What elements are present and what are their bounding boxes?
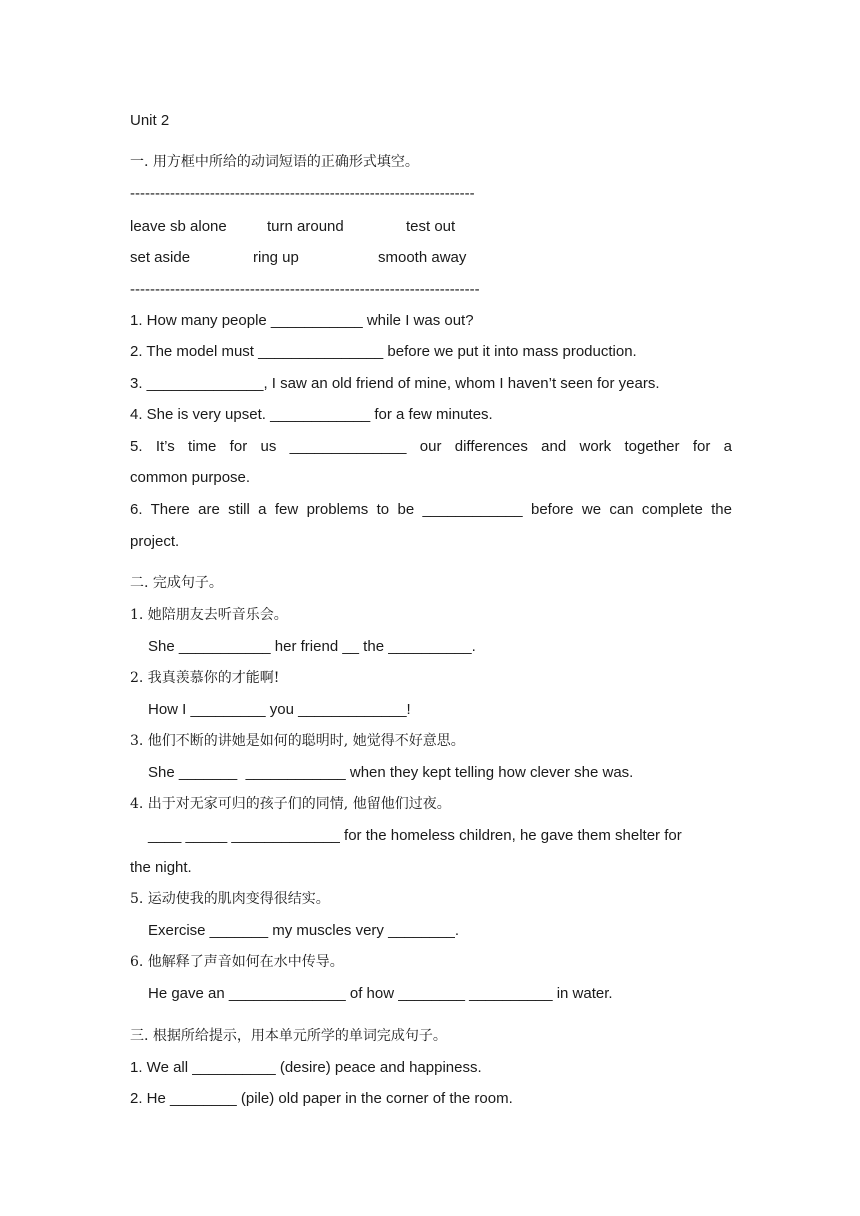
section2-heading: 二. 完成句子。	[130, 575, 223, 591]
translation-answer: How I _________ you _____________!	[148, 701, 411, 718]
exercise-item: 1. How many people ___________ while I was out?	[130, 312, 474, 329]
phrase-item: ring up	[253, 249, 299, 266]
translation-answer: She ___________ her friend __ the __________.	[148, 638, 476, 655]
translation-answer: Exercise _______ my muscles very ________.	[148, 922, 460, 939]
translation-prompt: 3. 他们不断的讲她是如何的聪明时, 她觉得不好意思。	[130, 733, 465, 749]
exercise-item-continued: project.	[130, 533, 180, 550]
phrase-item: set aside	[130, 249, 191, 266]
translation-prompt: 4. 出于对无家可归的孩子们的同情, 他留他们过夜。	[130, 796, 451, 812]
phrase-item: turn around	[267, 218, 344, 235]
exercise-item: 3. ______________, I saw an old friend of mine, whom I haven’t seen for years.	[130, 375, 660, 392]
divider-bottom: ----------------------------------------------------------------------	[130, 281, 480, 298]
translation-prompt: 1. 她陪朋友去听音乐会。	[130, 607, 288, 623]
phrase-item: test out	[406, 218, 456, 235]
translation-answer-continued: the night.	[130, 859, 192, 876]
word-form-item: 2. He ________ (pile) old paper in the corner of the room.	[130, 1090, 513, 1107]
unit-title: Unit 2	[130, 112, 170, 129]
translation-prompt: 2. 我真羡慕你的才能啊!	[130, 670, 280, 686]
section1-heading: 一. 用方框中所给的动词短语的正确形式填空。	[130, 154, 419, 170]
word-form-item: 1. We all __________ (desire) peace and happiness.	[130, 1059, 482, 1076]
exercise-item: 5. It’s time for us ______________ our differences and work together for a	[130, 438, 732, 455]
exercise-item-continued: common purpose.	[130, 469, 251, 486]
exercise-item: 2. The model must _______________ before we put it into mass production.	[130, 343, 637, 360]
translation-answer: She _______ ____________ when they kept telling how clever she was.	[148, 764, 634, 781]
divider-top: ---------------------------------------------------------------------	[130, 185, 475, 202]
translation-answer: ____ _____ _____________ for the homeless children, he gave them shelter for	[148, 827, 682, 844]
exercise-item: 6. There are still a few problems to be ____________ before we can complete the	[130, 501, 732, 518]
translation-answer: He gave an ______________ of how ________ __________ in water.	[148, 985, 613, 1002]
section3-heading: 三. 根据所给提示，用本单元所学的单词完成句子。	[130, 1028, 447, 1044]
phrase-item: smooth away	[378, 249, 467, 266]
phrase-item: leave sb alone	[130, 218, 227, 235]
translation-prompt: 5. 运动使我的肌肉变得很结实。	[130, 891, 330, 907]
translation-prompt: 6. 他解释了声音如何在水中传导。	[130, 954, 344, 970]
exercise-item: 4. She is very upset. ____________ for a few minutes.	[130, 406, 493, 423]
